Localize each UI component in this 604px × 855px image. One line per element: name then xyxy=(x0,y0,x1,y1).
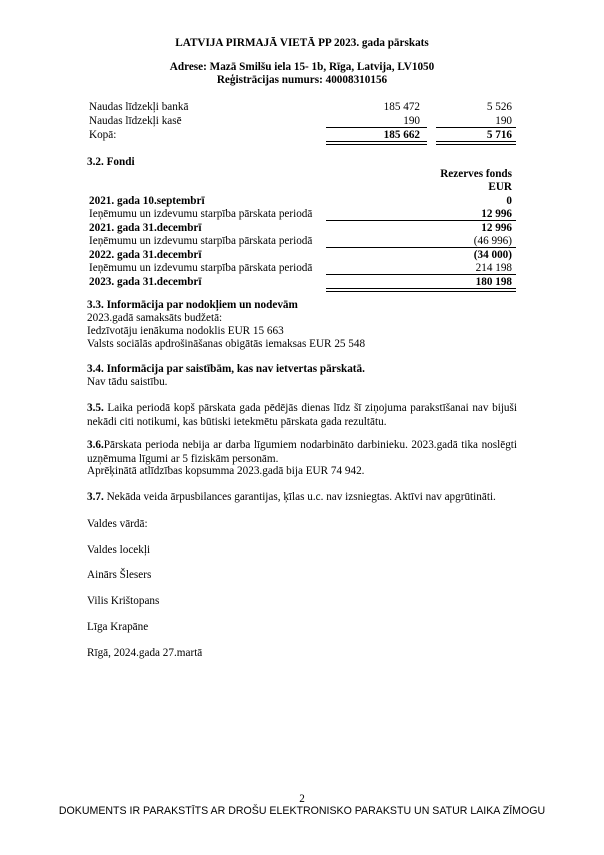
funds-double-rule xyxy=(326,288,516,292)
funds-row-value: (46 996) xyxy=(473,235,512,247)
board-members-label: Valdes locekļi xyxy=(87,544,151,556)
board-name-label: Valdes vārdā: xyxy=(87,518,148,530)
taxes-line: Iedzīvotāju ienākuma nodoklis EUR 15 663 xyxy=(87,325,284,337)
taxes-line: 2023.gadā samaksāts budžetā: xyxy=(87,312,223,324)
funds-column-currency: EUR xyxy=(488,181,512,193)
funds-row-value: 214 198 xyxy=(475,262,512,274)
cash-total-double-rule xyxy=(326,141,427,145)
cash-row-label: Naudas līdzekļi bankā xyxy=(89,101,189,113)
funds-row-value: 12 996 xyxy=(481,208,512,220)
funds-row-label: 2023. gada 31.decembrī xyxy=(89,276,202,288)
board-member-name: Vilis Krištopans xyxy=(87,595,160,607)
cash-row-label: Naudas līdzekļi kasē xyxy=(89,115,182,127)
guarantees-number: 3.7. xyxy=(87,491,104,503)
cash-row-value-2022: 190 xyxy=(495,115,512,127)
funds-row-value: (34 000) xyxy=(473,249,512,261)
funds-row-value: 0 xyxy=(506,195,512,207)
funds-row-value: 12 996 xyxy=(481,222,512,234)
report-title: LATVIJA PIRMAJĀ VIETĀ PP 2023. gada pārskats xyxy=(175,37,429,49)
employment-number: 3.6. xyxy=(87,439,104,451)
funds-row-value: 180 198 xyxy=(475,276,512,288)
cash-total-2023: 185 662 xyxy=(383,129,420,141)
cash-row-value-2023: 190 xyxy=(403,115,420,127)
cash-total-2022: 5 716 xyxy=(486,129,512,141)
liabilities-heading: 3.4. Informācija par saistībām, kas nav ietvertas pārskatā. xyxy=(87,363,365,375)
employment-text: Pārskata perioda nebija ar darba līgumiem nodarbināto darbinieku. 2023.gadā tika noslēgti uzņēmuma līgumi ar 5 fiziskām personām. xyxy=(87,439,517,466)
taxes-heading: 3.3. Informācija par nodokļiem un nodevām xyxy=(87,299,298,311)
funds-row-label: Ieņēmumu un izdevumu starpība pārskata periodā xyxy=(89,235,313,247)
events-paragraph xyxy=(87,401,517,430)
signature-footer-note: DOKUMENTS IR PARAKSTĪTS AR DROŠU ELEKTRONISKO PARAKSTU UN SATUR LAIKA ZĪMOGU xyxy=(58,805,546,817)
funds-row-label: 2022. gada 31.decembrī xyxy=(89,249,202,261)
cash-total-double-rule xyxy=(436,141,516,145)
address: Adrese: Mazā Smilšu iela 15- 1b, Rīga, Latvija, LV1050 xyxy=(169,61,435,73)
page-number: 2 xyxy=(299,793,305,805)
events-number: 3.5. xyxy=(87,402,104,414)
cash-row-value-2022: 5 526 xyxy=(486,101,512,113)
guarantees-text: Nekāda veida ārpusbilances garantijas, ķīlas u.c. nav izsniegtas. Aktīvi nav apgrūtināti. xyxy=(106,491,496,503)
cash-row-value-2023: 185 472 xyxy=(383,101,420,113)
board-member-name: Līga Krapāne xyxy=(87,621,149,633)
registration-number: Reģistrācijas numurs: 40008310156 xyxy=(216,74,388,86)
liabilities-text: Nav tādu saistību. xyxy=(87,376,168,388)
employment-paragraph xyxy=(87,438,517,467)
cash-total-label: Kopā: xyxy=(89,129,117,141)
funds-row-label: 2021. gada 10.septembrī xyxy=(89,195,205,207)
funds-column-header: Rezerves fonds xyxy=(440,168,512,180)
funds-row-label: Ieņēmumu un izdevumu starpība pārskata periodā xyxy=(89,208,313,220)
guarantees-paragraph xyxy=(87,490,496,504)
place-date: Rīgā, 2024.gada 27.martā xyxy=(87,647,203,659)
board-member-name: Ainārs Šlesers xyxy=(87,569,152,581)
events-text: Laika periodā kopš pārskata gada pēdējās dienas līdz šī ziņojuma parakstīšanai nav bijuši nekādi citi notikumi, kas būtiski ietekmētu pārskata gada rezultātu. xyxy=(87,402,517,429)
funds-row-label: 2021. gada 31.decembrī xyxy=(89,222,202,234)
employment-text-2: Aprēķinātā atlīdzības kopsumma 2023.gadā bija EUR 74 942. xyxy=(87,465,365,477)
funds-row-label: Ieņēmumu un izdevumu starpība pārskata periodā xyxy=(89,262,313,274)
taxes-line: Valsts sociālās apdrošināšanas obigātās iemaksas EUR 25 548 xyxy=(87,338,366,350)
funds-heading: 3.2. Fondi xyxy=(87,156,135,168)
